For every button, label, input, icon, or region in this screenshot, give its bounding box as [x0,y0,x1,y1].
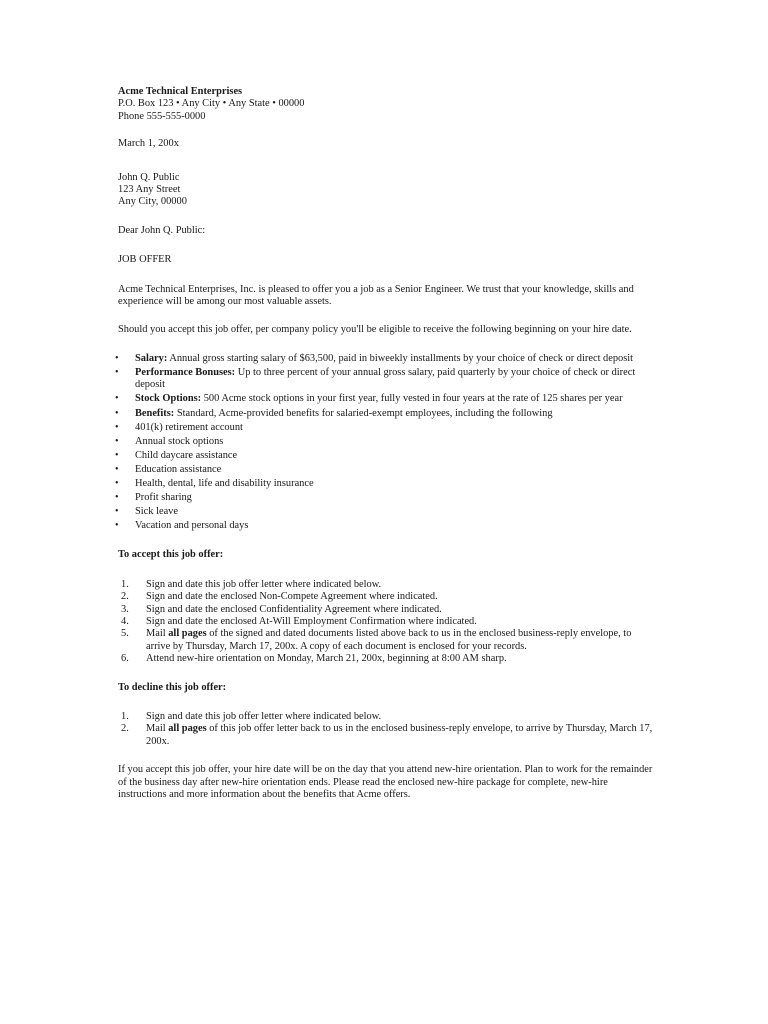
bullet-icon: • [115,492,119,504]
benefit-text: Vacation and personal days [135,520,249,532]
accept-steps-list [118,579,654,666]
benefit-text: Annual gross starting salary of $63,500, paid in biweekly installments by your choice of check or direct deposit [167,352,634,364]
step-number: 2. [121,591,129,603]
bullet-icon: • [115,421,119,433]
eligibility-paragraph: Should you accept this job offer, per company policy you'll be eligible to receive the following beginning on your hire date. [118,324,632,336]
benefits-list [115,352,654,533]
benefit-item [115,421,654,434]
step-number: 5. [121,628,129,640]
decline-step [118,723,654,748]
benefit-text: Education assistance [135,463,222,475]
step-number: 3. [121,603,129,615]
step-number: 6. [121,653,129,665]
recipient-city: Any City, 00000 [118,196,187,208]
bullet-icon: • [115,393,119,405]
step-number: 4. [121,616,129,628]
bullet-icon: • [115,478,119,490]
benefit-text: Sick leave [135,506,178,518]
benefit-text: Annual stock options [135,435,224,447]
step-number: 1. [121,711,129,723]
accept-step [118,628,654,653]
bullet-icon: • [115,520,119,532]
step-number: 1. [121,578,129,590]
step-emphasis: all pages [168,628,207,640]
decline-heading: To decline this job offer: [118,681,227,693]
benefit-item [115,478,654,490]
benefit-text: Health, dental, life and disability insurance [135,478,314,490]
benefit-item [115,492,654,504]
benefit-text: Standard, Acme-provided benefits for salaried-exempt employees, including the following [174,407,553,419]
benefit-item [115,520,654,532]
salutation: Dear John Q. Public: [118,224,206,236]
step-text: Sign and date the enclosed Non-Compete Agreement where indicated. [146,591,438,603]
step-text-continued: of this job offer letter back to us in the enclosed business-reply envelope, to arrive by Thursday, March 17, 200x. [146,723,653,747]
benefit-label: Benefits: [135,407,175,419]
step-number: 2. [121,723,129,735]
accept-heading: To accept this job offer: [118,549,224,561]
benefit-item [115,506,654,518]
benefit-item [115,463,654,476]
step-text: Sign and date the enclosed At-Will Employment Confirmation where indicated. [146,616,477,628]
step-text: Sign and date the enclosed Confidentiality Agreement where indicated. [146,603,442,615]
bullet-icon: • [115,366,119,378]
accept-step [118,604,654,616]
bullet-icon: • [115,352,119,364]
step-text: Attend new-hire orientation on Monday, March 21, 200x, beginning at 8:00 AM sharp. [146,653,507,665]
recipient-street: 123 Any Street [118,184,181,196]
bullet-icon: • [115,435,119,447]
company-phone: Phone 555-555-0000 [118,110,206,122]
benefit-text: 401(k) retirement account [135,421,243,433]
benefit-label: Performance Bonuses: [135,366,236,378]
company-name: Acme Technical Enterprises [118,86,243,97]
step-emphasis: all pages [168,723,207,735]
accept-step [118,653,654,665]
benefit-text: Child daycare assistance [135,449,238,461]
step-text: Mail [146,628,169,640]
benefit-text: Profit sharing [135,492,192,504]
step-text: Mail [146,723,169,735]
letter-date: March 1, 200x [118,138,179,150]
benefit-label: Stock Options: [135,393,202,405]
closing-paragraph: If you accept this job offer, your hire date will be on the day that you attend new-hire orientation. Plan to work for the remainder of the business day after new-hire orientation ends. Please read the enclosed new-hire package for complete, new-hire instructions and more information about the benefits that Acme offers. [118,764,653,801]
subject-line: JOB OFFER [118,254,172,266]
benefit-item [115,366,654,392]
benefit-item [115,352,654,365]
recipient-name: John Q. Public [118,171,180,183]
step-text: Sign and date this job offer letter where indicated below. [146,578,382,590]
benefit-item [115,407,654,420]
decline-step [118,711,654,723]
letter-body [115,86,654,802]
benefit-text: Up to three percent of your annual gross salary, paid quarterly by your choice of check or direct deposit [135,366,636,391]
recipient-address [118,172,654,209]
benefit-item [115,449,654,462]
step-text-continued: of the signed and dated documents listed above back to us in the enclosed business-reply envelope, to arrive by Thursday, March 17, 200x. A copy of each document is enclosed for your records. [146,628,632,652]
intro-paragraph: Acme Technical Enterprises, Inc. is pleased to offer you a job as a Senior Engineer. We trust that your knowledge, skills and experience will be among our most valuable assets. [118,283,634,308]
benefit-item [115,435,654,448]
step-text: Sign and date this job offer letter where indicated below. [146,711,382,723]
letterhead [118,86,654,123]
accept-step [118,591,654,603]
bullet-icon: • [115,463,119,475]
accept-step [118,579,654,591]
bullet-icon: • [115,449,119,461]
benefit-item [115,393,654,405]
accept-step [118,616,654,628]
bullet-icon: • [115,506,119,518]
company-address: P.O. Box 123 • Any City • Any State • 00000 [118,98,305,110]
benefit-label: Salary: [135,352,168,364]
bullet-icon: • [115,407,119,419]
benefit-text: 500 Acme stock options in your first year, fully vested in four years at the rate of 125 shares per year [201,393,623,405]
decline-steps-list [118,711,654,748]
